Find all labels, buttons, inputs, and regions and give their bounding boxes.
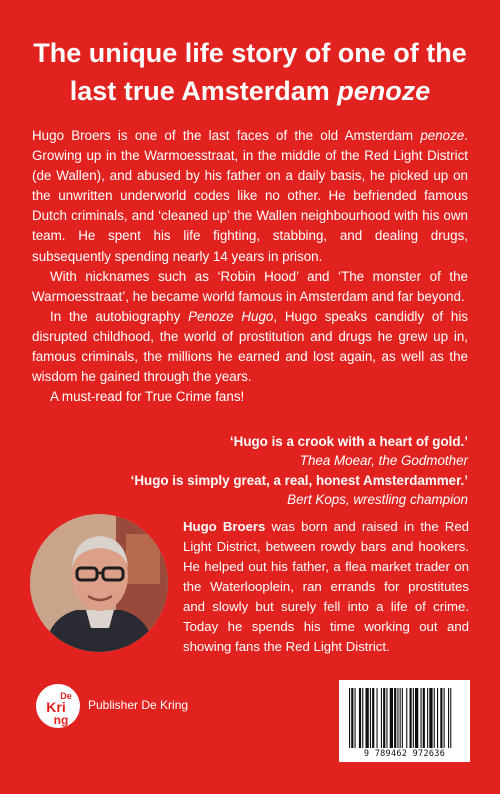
barcode-bar xyxy=(366,688,369,748)
quote-1 xyxy=(48,432,468,470)
author-bio xyxy=(183,517,469,657)
barcode-bar xyxy=(381,688,382,748)
blurb-p1-em: penoze xyxy=(420,128,465,143)
publisher-name: Publisher De Kring xyxy=(88,698,189,712)
barcode-bar xyxy=(448,688,449,748)
barcode-bar xyxy=(427,688,428,748)
blurb-paragraph-2: With nicknames such as ‘Robin Hood’ and ‘The monster of the Warmoesstraat’, he became world famous in Amsterdam and far beyond. xyxy=(32,268,468,304)
barcode-bar xyxy=(390,688,393,748)
barcode-bar xyxy=(394,688,396,748)
author-photo xyxy=(30,514,168,652)
book-title: Penoze Hugo xyxy=(188,308,274,324)
headline xyxy=(20,34,480,110)
barcode xyxy=(339,680,470,762)
barcode-bar xyxy=(383,688,385,748)
barcode-bar xyxy=(450,688,451,748)
quote-1-text: ‘Hugo is a crook with a heart of gold.’ xyxy=(229,434,468,449)
blurb-paragraph-3 xyxy=(32,307,468,387)
author-bio-text: was born and raised in the Red Light District, between rowdy bars and hookers. He helped out his father, a flea market trader on the Waterlooplein, ran errands for prostitutes and slowly but surely fell into a life of crime. Today he spends his time working out and showing fans the Red Light District. xyxy=(183,519,469,654)
barcode-bar xyxy=(377,688,378,748)
barcode-bar xyxy=(362,688,363,748)
logo-text-kri: Kri xyxy=(46,699,66,715)
barcode-bar xyxy=(400,688,401,748)
quote-2-author: Bert Kops, wrestling champion xyxy=(287,492,468,507)
author-name: Hugo Broers xyxy=(183,519,266,534)
blurb-p1-text-a: Hugo Broers is one of the last faces of the old Amsterdam xyxy=(32,128,421,143)
barcode-bar xyxy=(397,688,398,748)
barcode-bar xyxy=(415,688,418,748)
blurb-p3-text-b: , Hugo speaks candidly of his disrupted childhood, the world of prostitution and drugs he grew up in, famous criminals, the millions he earned and lost again, as well as the wisdom he gained through the years. xyxy=(32,308,468,385)
barcode-bar xyxy=(410,688,412,748)
barcode-bar xyxy=(359,688,361,748)
publisher-logo xyxy=(36,684,80,728)
blurb-p1-text-b: . Growing up in the Warmoesstraat, in the middle of the Red Light District (de Wallen), and abused by his father on a daily basis, he picked up on the unwritten underworld codes like no other. He befriended famous Dutch criminals, and ‘cleaned up’ the Wallen neighbourhood with his own team. He spent his life fighting, stabbing, and dealing drugs, subsequently spending nearly 14 years in prison. xyxy=(32,128,468,264)
barcode-bar xyxy=(370,688,371,748)
headline-line-2 xyxy=(20,72,480,110)
blurb-paragraph-1 xyxy=(32,126,468,267)
barcode-bar xyxy=(434,688,435,748)
publisher-logo-graphic xyxy=(36,684,80,728)
barcode-bar xyxy=(429,688,432,748)
barcode-bar xyxy=(444,688,445,748)
headline-line-2-text: last true Amsterdam xyxy=(69,76,338,106)
logo-text-ng: ng xyxy=(53,713,69,727)
barcode-bar xyxy=(406,688,407,748)
barcode-bar xyxy=(355,688,356,748)
headline-line-1: The unique life story of one of the xyxy=(33,38,467,68)
barcode-bar xyxy=(386,688,387,748)
quote-1-author: Thea Moear, the Godmother xyxy=(299,453,468,468)
isbn-number: 9 789462 972636 xyxy=(363,749,446,759)
quote-2 xyxy=(48,471,468,509)
headline-penoze: penoze xyxy=(337,76,431,106)
blurb-paragraph-4: A must-read for True Crime fans! xyxy=(50,389,245,405)
barcode-bar xyxy=(351,688,353,748)
barcode-bar xyxy=(440,688,442,748)
barcode-bar xyxy=(372,688,374,748)
quote-2-text: ‘Hugo is simply great, a real, honest Amsterdammer.’ xyxy=(130,473,468,488)
barcode-bar xyxy=(423,688,425,748)
blurb xyxy=(32,126,468,407)
barcode-bar xyxy=(437,688,438,748)
blurb-p3-text-a: In the autobiography xyxy=(50,308,189,324)
author-portrait-graphic xyxy=(30,514,168,652)
logo-text-de: De xyxy=(60,691,72,701)
barcode-bar xyxy=(413,688,414,748)
barcode-bar xyxy=(402,688,403,748)
barcode-bar xyxy=(349,688,350,748)
barcode-bar xyxy=(421,688,422,748)
